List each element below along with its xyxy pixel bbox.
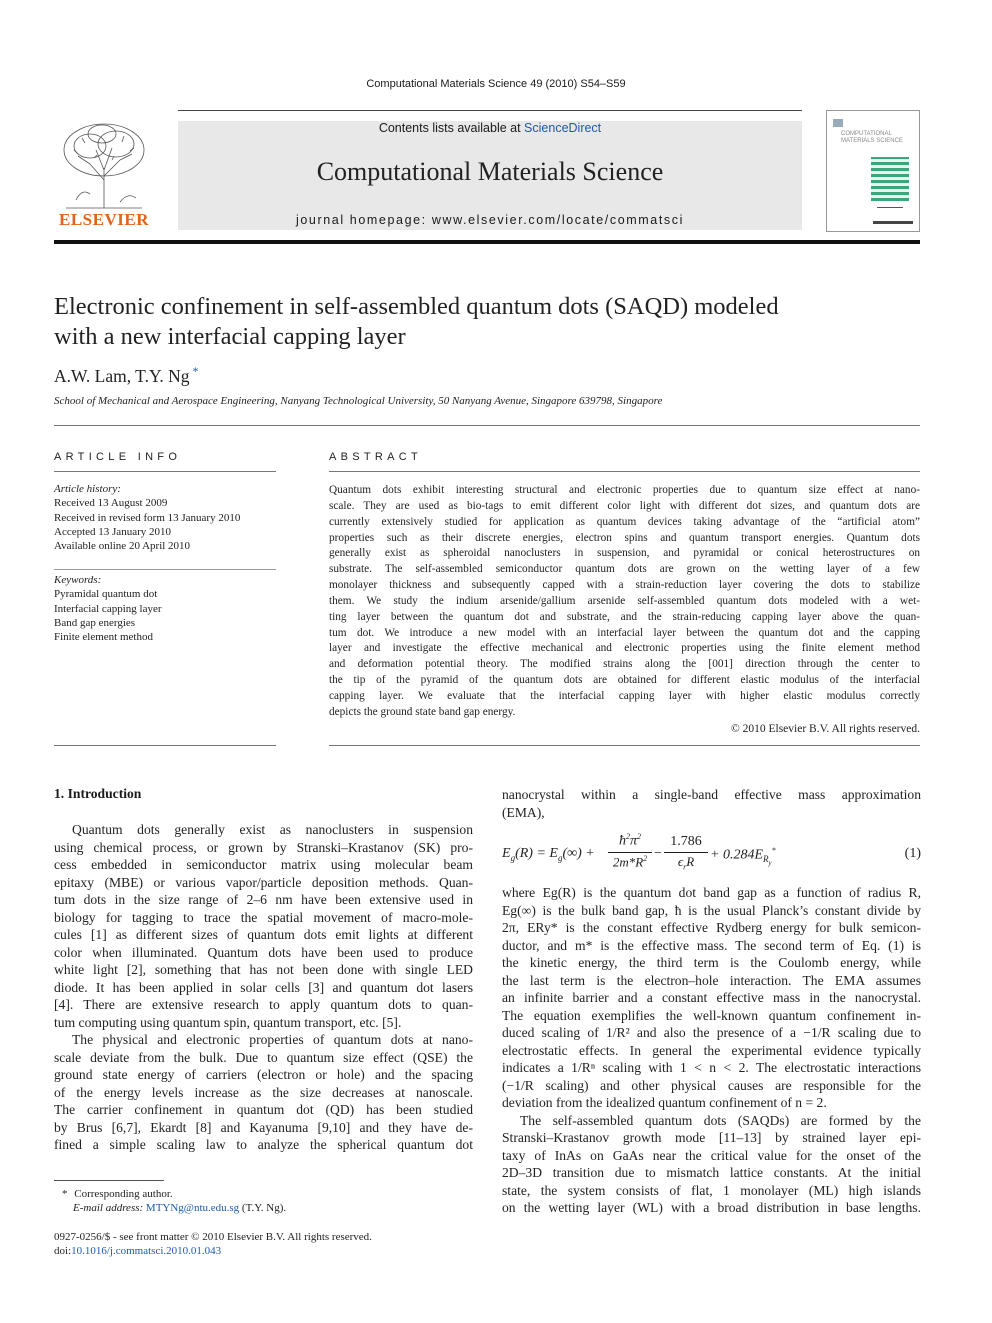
abstract-line: monolayer thickness and subsequently capped with a strain-reduction layer covering the dots to stabilize <box>329 579 920 592</box>
intro-left-column <box>54 821 473 1154</box>
abstract-heading: ABSTRACT <box>329 451 423 463</box>
body-line: (EMA), <box>502 804 545 820</box>
body-line: color when illuminated. Quantum dots have been used to produce <box>54 944 473 960</box>
abstract-line: the tip of the pyramid of the quantum dots are obtained for different elastic modulus of the interfacial <box>329 674 920 687</box>
abstract-line: properties such as their discrete energies, electron spins and quantum transport energies. Quantum dots <box>329 531 920 544</box>
body-line: the last term is the electron–hole interaction. The EMA assumes <box>502 972 921 988</box>
abstract-line: ting layer between the quantum dot and substrate, and the strain-reducing capping layer above the quan- <box>329 610 920 623</box>
header-rule-thick <box>54 240 920 244</box>
body-line: an infinite barrier and a constant effective mass in the nanocrystal. <box>502 990 921 1005</box>
email-link[interactable]: MTYNg@ntu.edu.sg <box>145 1202 240 1214</box>
article-info-heading: ARTICLE INFO <box>54 451 182 463</box>
affiliation: School of Mechanical and Aerospace Engineering, Nanyang Technological University, 50 Nanyang Avenue, Singapore 639798, Singapore <box>54 395 663 407</box>
contents-prefix: Contents lists available at <box>378 121 525 135</box>
abstract-line: Quantum dots exhibit interesting structural and electronic properties due to quantum size effect at nano- <box>329 484 920 496</box>
footnote-rule <box>54 1180 164 1181</box>
section-heading: 1. Introduction <box>54 786 142 801</box>
body-line: taxy of InAs on GaAs near the critical value for the onset of the <box>502 1147 921 1163</box>
body-line: The carrier confinement in quantum dot (QD) has been studied <box>54 1102 473 1117</box>
body-line: epitaxy (MBE) or various vapor/particle deposition methods. Quan- <box>54 874 473 890</box>
cover-logo-icon <box>833 119 843 127</box>
title-line-1: Electronic confinement in self-assembled quantum dots (SAQD) modeled <box>54 293 779 320</box>
issn-line: 0927-0256/$ - see front matter © 2010 Elsevier B.V. All rights reserved. <box>54 1231 372 1243</box>
keywords-label: Keywords: <box>54 574 102 586</box>
abstract-line: layer and investigate the effective mechanical and electronic properties using the finite element method <box>329 642 920 655</box>
copyright: © 2010 Elsevier B.V. All rights reserved. <box>731 723 920 735</box>
abstract-line: and deformation potential theory. The modified strains along the [001] direction through the center to <box>329 658 920 671</box>
abstract-line: depicts the ground state band gap energy. <box>329 705 516 718</box>
equation-number: (1) <box>904 846 921 861</box>
body-line: using chemical process, or grown by Stranski–Krastanov (SK) pro- <box>54 839 473 855</box>
body-line: ductor, and m* is the effective mass. The second term of Eq. (1) is <box>502 937 921 953</box>
journal-cover-thumbnail <box>826 110 920 232</box>
title-rule <box>54 425 920 426</box>
body-line: biology for tagging to trace the spatial movement of macro-mole- <box>54 909 473 925</box>
email-suffix: (T.Y. Ng). <box>241 1202 287 1214</box>
keyword-item: Pyramidal quantum dot <box>54 588 158 601</box>
email-label: E-mail address: <box>73 1202 144 1214</box>
journal-homepage[interactable]: journal homepage: www.elsevier.com/locate/commatsci <box>296 213 684 227</box>
doi-prefix: doi: <box>54 1245 72 1257</box>
body-line: the kinetic energy, the third term is the Coulomb energy, while <box>502 955 921 970</box>
body-line: Eg(∞) is the bulk band gap, ħ is the usual Planck’s constant divide by <box>502 902 921 918</box>
body-line: deviation from the idealized quantum confinement of n = 2. <box>502 1095 827 1110</box>
sciencedirect-link[interactable]: ScienceDirect <box>524 121 602 135</box>
body-line: Quantum dots generally exist as nanoclusters in suspension <box>72 822 473 837</box>
doi-link[interactable]: 10.1016/j.commatsci.2010.01.043 <box>71 1245 222 1257</box>
body-line: 2D–3D transition due to mismatch lattice constants. At the initial <box>502 1165 921 1180</box>
body-line: cules [1] as different sizes of quantum dots emit lights at different <box>54 927 473 942</box>
abstract-line: scale. They are used as bio-tags to emit different color light with different dot sizes, and quantum dots are <box>329 499 920 512</box>
body-line: The physical and electronic properties of quantum dots at nano- <box>72 1032 473 1047</box>
intro-right-top <box>502 786 921 821</box>
body-line: The self-assembled quantum dots (SAQDs) are formed by the <box>520 1112 921 1128</box>
body-line: duced scaling of 1/R² and also the presence of a −1/R scaling due to <box>502 1025 921 1040</box>
author-list <box>54 364 198 387</box>
title-line-2: with a new interfacial capping layer <box>54 323 406 350</box>
body-line: fined a simple scaling law to analyze the spherical quantum dot <box>54 1137 473 1152</box>
history-item: Received in revised form 13 January 2010 <box>54 511 241 524</box>
corresponding-note: Corresponding author. <box>74 1188 173 1200</box>
cover-graphic-icon <box>871 157 909 201</box>
body-line: tum computing using quantum spin, quantum transport, etc. [5]. <box>54 1014 402 1030</box>
body-line: of the energy levels increase as the size decreases at nanoscale. <box>54 1084 473 1100</box>
body-line: tum dots in the size range of 2–6 nm have been extensive used in <box>54 892 473 907</box>
body-line: by Brus [6,7], Ekardt [8] and Kayanuma [9,10] and they have de- <box>54 1119 473 1135</box>
keyword-item: Finite element method <box>54 631 153 644</box>
footnote-block <box>54 1187 474 1215</box>
intro-right-column <box>502 884 921 1217</box>
header-rule-top <box>178 110 802 111</box>
body-line: electrostatic effects. In general the experimental evidence typically <box>502 1042 921 1058</box>
body-line: diode. It has been applied in solar cells [3] and quantum dot lasers <box>54 979 473 995</box>
body-line: on the wetting layer (WL) with a broad distribution in base lengths. <box>502 1200 921 1215</box>
corresponding-mark[interactable]: * <box>192 364 199 378</box>
keyword-item: Interfacial capping layer <box>54 602 162 615</box>
history-item: Received 13 August 2009 <box>54 497 168 510</box>
abstract-line: currently extensively studied for application as quantum devices taking advantage of the “artificial atom” <box>329 515 920 528</box>
abstract-body <box>329 483 920 721</box>
contents-line <box>178 121 802 135</box>
abstract-line: generally exist as spheroidal nanoclusters in suspension, and pyramidal or conical heterostructures on <box>329 547 920 560</box>
body-line: Stranski–Krastanov growth mode [11–13] by strained layer epi- <box>502 1130 921 1145</box>
journal-reference: Computational Materials Science 49 (2010) S54–S59 <box>366 78 626 90</box>
body-line: state, the system consists of flat, 1 monolayer (ML) high islands <box>502 1182 921 1198</box>
article-history <box>54 482 276 553</box>
body-line: white light [2], something that has not been done with single LED <box>54 962 473 977</box>
body-line: scale deviate from the bulk. Due to quantum size effect (QSE) the <box>54 1049 473 1065</box>
abstract-line: them. We study the indium arsenide/gallium arsenide self-assembled quantum dots modeled with a wet- <box>329 594 920 607</box>
publisher-wordmark: ELSEVIER <box>59 210 149 229</box>
history-item: Available online 20 April 2010 <box>54 540 191 553</box>
equation-1: $E_g(R) = E_g(\infty)$ + $ħ^2\pi^2$ $2m*R^2$ − 1.786 $\epsilon_rR$ + $0.284E_{R_y}^*$ (1) <box>502 832 921 872</box>
abstract-line: capping layer. We evaluate that the interfacial capping layer with higher elastic modulus correctly <box>329 689 920 702</box>
body-line: cess embedded in semiconductor matrix using molecular beam <box>54 857 473 872</box>
journal-title: Computational Materials Science <box>316 157 664 186</box>
body-line: where Eg(R) is the quantum dot band gap as a function of radius R, <box>502 885 921 900</box>
body-line: (−1/R scaling) and other physical causes are responsible for the <box>502 1077 921 1093</box>
body-line: The equation exemplifies the well-known quantum confinement in- <box>502 1007 921 1023</box>
body-line: nanocrystal within a single-band effective mass approximation <box>502 787 921 802</box>
history-label: Article history: <box>54 483 121 495</box>
issn-block <box>54 1230 474 1258</box>
cover-title: COMPUTATIONAL MATERIALS SCIENCE <box>841 131 903 144</box>
body-line: 2π, ERy* is the constant effective Rydberg energy for bulk semicon- <box>502 920 921 935</box>
footnote-mark: * <box>62 1188 68 1200</box>
authors-names: A.W. Lam, T.Y. Ng <box>54 365 190 386</box>
history-item: Accepted 13 January 2010 <box>54 525 171 538</box>
body-line: [4]. There are extensive research to apply quantum dots to quan- <box>54 997 473 1012</box>
keyword-item: Band gap energies <box>54 616 136 629</box>
body-line: ground state energy of carriers (electron or hole) and the spacing <box>54 1067 473 1082</box>
abstract-line: substrate. The self-assembled semiconductor quantum dots are grown on the wetting layer of a few <box>329 563 920 576</box>
paper-title <box>54 292 914 352</box>
abstract-line: tum dot. We introduce a new model with an interfacial layer between the quantum dot and the capping <box>329 626 920 639</box>
body-line: indicates a 1/Rⁿ scaling with 1 < n < 2. The electrostatic interactions <box>502 1060 921 1075</box>
keywords <box>54 573 276 644</box>
